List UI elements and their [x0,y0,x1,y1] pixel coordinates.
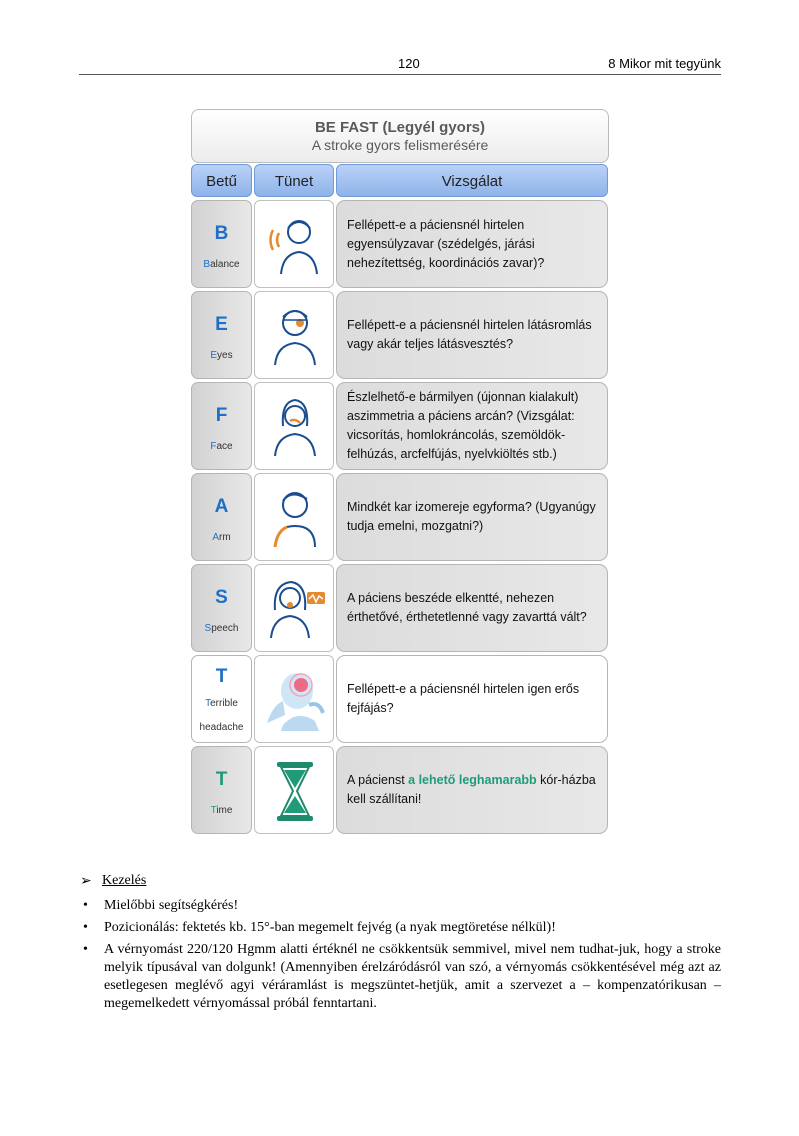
letter-cell [191,746,252,834]
exam-text: Fellépett-e a páciensnél hirtelen egyensúlyzavar (szédelgés, járási nehezítettség, koordinációs zavar)? [336,200,608,288]
arrow-bullet-icon: ➢ [80,874,92,889]
table-row [190,382,610,470]
highlight-text: a lehető leghamarabb [408,773,537,787]
letter-cell [191,382,252,470]
table-row [190,655,610,743]
row-word: Speech [204,623,239,634]
exam-text: A páciens beszéde elkentté, nehezen érthetővé, érthetetlenné vagy zavarttá vált? [336,564,608,652]
row-letter: F [215,405,228,426]
exam-text: Fellépett-e a páciensnél hirtelen látásromlás vagy akár teljes látásvesztés? [336,291,608,379]
table-row [190,291,610,379]
exam-text: Fellépett-e a páciensnél hirtelen igen erős fejfájás? [336,655,608,743]
row-word: Face [210,441,233,452]
row-word: Time [210,805,233,816]
bullet-icon: • [83,898,88,913]
page-number: 120 [398,56,420,71]
bullet-list [83,897,721,1017]
chapter-title: 8 Mikor mit tegyünk [608,56,721,71]
hourglass-icon [254,746,334,834]
row-letter: S [215,587,228,608]
row-word: Arm [212,532,231,543]
column-header-exam: Vizsgálat [336,164,608,197]
row-letter: E [215,314,228,335]
exam-text: Észlelhető-e bármilyen (újonnan kialakult) aszimmetria a páciens arcán? (Vizsgálat: vicsorítás, homlokráncolás, szemöldök-felhúzás, arcfelfújás, nyelvkiöltés stb.) [336,382,608,470]
letter-cell [191,564,252,652]
column-header-symptom: Tünet [254,164,334,197]
list-item: • A vérnyomást 220/120 Hgmm alatti értéknél ne csökkentsük semmivel, mivel nem tudhat-juk, hogy a stroke melyik típusával van dolgunk! (Amennyiben érelzáródásról van szó, a vérnyomás csökkentésével még azt az esetlegesen meglévő agyi véráramlást is megszüntet-hetjük, amit a szervezet a – kompenzatórikusan – megemelkedett vérnyomással próbál fenntartani. [83,942,721,1011]
figure-title: BE FAST (Legyél gyors) [314,119,486,136]
letter-cell [191,655,252,743]
figure-title-box [191,109,609,163]
list-item: • Mielőbbi segítségkérés! [83,898,239,913]
face-asymmetry-icon [254,382,334,470]
row-word: Terrible headache [199,698,244,733]
row-letter: T [215,769,228,790]
column-header-letter: Betű [191,164,252,197]
page-header [79,56,721,75]
row-letter: A [214,496,229,517]
table-row [190,473,610,561]
speech-problem-icon [254,564,334,652]
row-word: Eyes [210,350,233,361]
letter-cell [191,473,252,561]
table-row [190,564,610,652]
section-heading: Kezelés [102,873,147,888]
eye-patch-person-icon [254,291,334,379]
arm-weakness-icon [254,473,334,561]
table-row [190,746,610,834]
row-letter: B [214,223,229,244]
exam-text: A pácienst a lehető leghamarabb kór-házba kell szállítani! [336,746,608,834]
dizzy-person-icon [254,200,334,288]
letter-cell [191,200,252,288]
be-fast-figure [190,108,610,838]
bullet-icon: • [83,920,88,935]
exam-text: Mindkét kar izomereje egyforma? (Ugyanúgy tudja emelni, mozgatni?) [336,473,608,561]
table-row [190,200,610,288]
list-item: • Pozicionálás: fektetés kb. 15°-ban megemelt fejvég (a nyak megtöretése nélkül)! [83,920,556,935]
letter-cell [191,291,252,379]
bullet-icon: • [83,942,88,957]
row-letter: T [215,666,228,687]
figure-subtitle: A stroke gyors felismerésére [311,137,489,153]
row-word: Balance [203,259,240,270]
headache-icon [254,655,334,743]
